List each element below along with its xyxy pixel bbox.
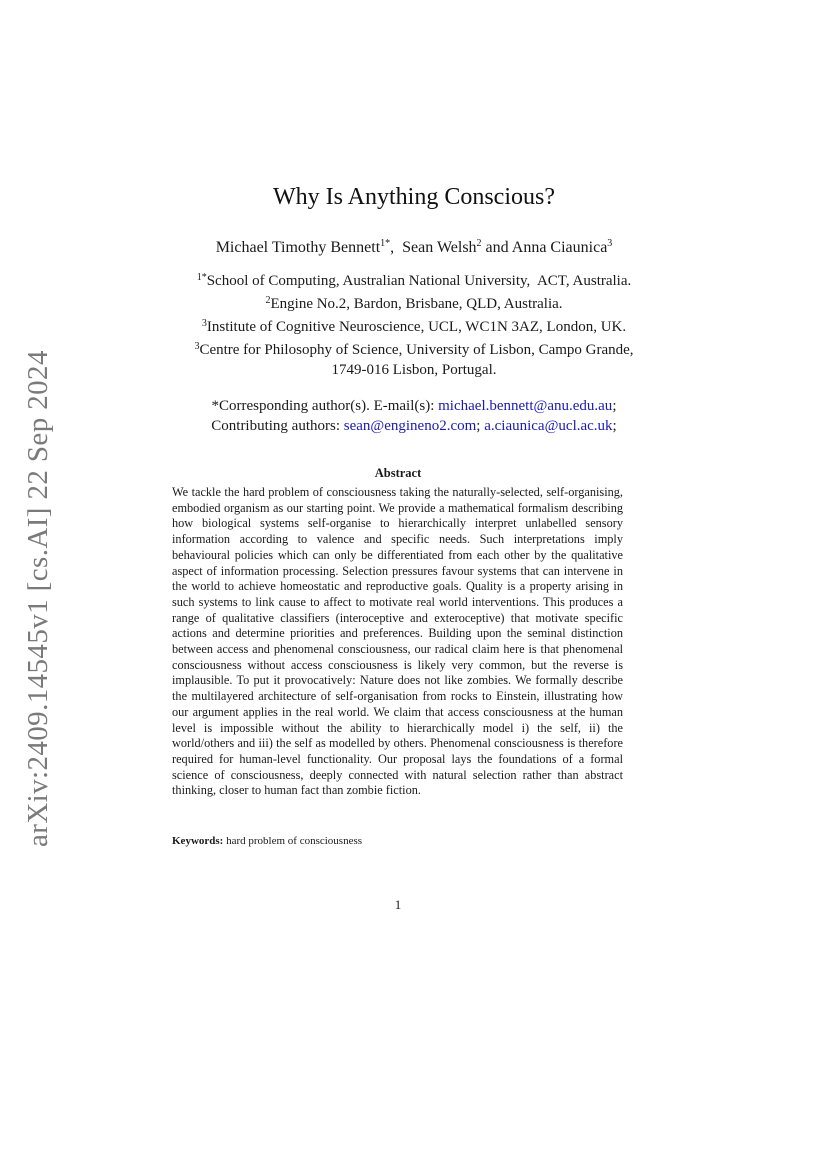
author-name: Michael Timothy Bennett xyxy=(215,239,381,256)
author-separator: , xyxy=(390,239,403,256)
affiliation-text: Engine No.2, Bardon, Brisbane, QLD, Australia. xyxy=(270,296,563,312)
corresponding-label: *Corresponding author(s). E-mail(s): xyxy=(211,398,439,414)
affiliation-mark: 3 xyxy=(201,318,207,329)
keywords-value: hard problem of consciousness xyxy=(226,835,363,847)
author-separator: and xyxy=(481,239,512,256)
contributing-email-link[interactable]: sean@engineno2.com xyxy=(343,418,477,434)
corresponding-author-line: *Corresponding author(s). E-mail(s): michael.bennett@anu.edu.au; xyxy=(211,398,617,414)
affiliation-line xyxy=(0,291,828,314)
contributing-authors-line: Contributing authors: sean@engineno2.com; a.ciaunica@ucl.ac.uk; xyxy=(211,418,617,434)
affiliation-continuation: 1749-016 Lisbon, Portugal. xyxy=(331,362,497,378)
correspondence-block xyxy=(0,396,828,436)
contributing-label: Contributing authors: xyxy=(211,418,344,434)
affiliation-mark: 1* xyxy=(196,272,207,283)
corresponding-email-link[interactable]: michael.bennett@anu.edu.au xyxy=(438,398,613,414)
affiliation-line xyxy=(0,314,828,337)
arxiv-identifier: arXiv:2409.14545v1 [cs.AI] 22 Sep 2024 xyxy=(22,350,54,847)
author-name: Sean Welsh xyxy=(402,239,477,256)
affiliations xyxy=(0,268,828,380)
author-name: Anna Ciaunica xyxy=(511,239,608,256)
author-mark: 3 xyxy=(607,238,613,249)
affiliation-mark: 2 xyxy=(265,295,271,306)
keywords-line xyxy=(172,835,362,847)
paper-title: Why Is Anything Conscious? xyxy=(273,184,555,210)
page-number: 1 xyxy=(394,897,402,912)
author-mark: 1* xyxy=(380,238,391,249)
abstract-heading: Abstract xyxy=(374,466,422,480)
affiliation-line xyxy=(0,268,828,291)
keywords-label: Keywords: xyxy=(172,835,224,847)
author-mark: 2 xyxy=(476,238,482,249)
affiliation-text: Institute of Cognitive Neuroscience, UCL, WC1N 3AZ, London, UK. xyxy=(206,319,627,335)
contributing-email-link[interactable]: a.ciaunica@ucl.ac.uk xyxy=(484,418,613,434)
author-list xyxy=(0,238,828,257)
abstract-body: We tackle the hard problem of consciousness taking the naturally-selected, self-organising, embodied organism as our starting point. We provide a mathematical formalism describing how biological systems self-organise to hierarchically interpret unlabelled sensory information according to valence and specific needs. Such interpretations imply behavioural policies which can only be differentiated from each other by the qualitative aspect of information processing. Selection pressures favour systems that can intervene in the world to achieve homeostatic and reproductive goals. Quality is a property arising in such systems to link cause to affect to motivate real world interventions. This produces a range of qualitative classifiers (interoceptive and exteroceptive) that motivate specific actions and determine priorities and preferences. Building upon the seminal distinction between access and phenomenal consciousness, our radical claim here is that phenomenal consciousness without access consciousness is likely very common, but the reverse is implausible. To put it provocatively: Nature does not like zombies. We formally describe the multilayered architecture of self-organisation from rocks to Einstein, illustrating how our argument applies in the real world. We claim that access consciousness at the human level is impossible without the ability to hierarchically model i) the self, ii) the world/others and iii) the self as modelled by others. Phenomenal consciousness is therefore required for human-level functionality. Our proposal lays the foundations of a formal science of consciousness, deeply connected with natural selection rather than abstract thinking, closer to human fact than zombie fiction. xyxy=(172,485,623,798)
affiliation-text: School of Computing, Australian National University, ACT, Australia. xyxy=(206,273,632,289)
affiliation-text: Centre for Philosophy of Science, University of Lisbon, Campo Grande, xyxy=(199,342,634,358)
affiliation-mark: 3 xyxy=(194,341,200,352)
affiliation-line xyxy=(0,337,828,360)
